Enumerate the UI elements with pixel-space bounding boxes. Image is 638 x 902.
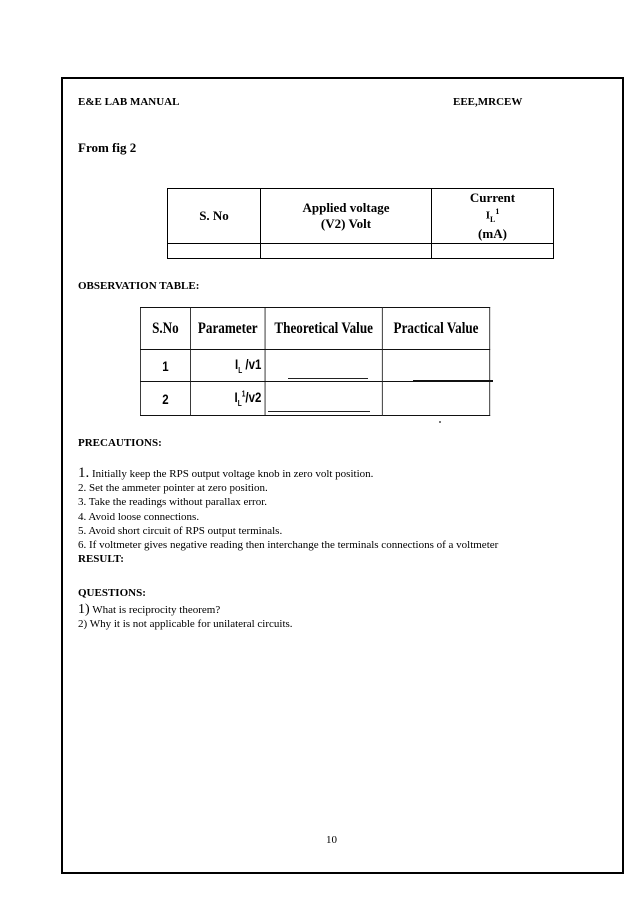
result-heading: RESULT: (78, 553, 124, 566)
precautions-heading: PRECAUTIONS: (78, 437, 162, 449)
obs-header-practical: Practical Value (382, 308, 489, 350)
param-tail: /v2 (245, 389, 262, 406)
obs-header-sno: S.No (140, 308, 190, 350)
page-number: 10 (326, 834, 337, 846)
param-main: I (235, 356, 239, 373)
voltage-header-line1: Applied voltage (302, 199, 390, 215)
obs-header-parameter: Parameter (190, 308, 265, 350)
current-symbol-sup: 1 (495, 206, 500, 216)
current-symbol-sub: L (489, 214, 496, 224)
observation-table (140, 307, 490, 416)
col-voltage-header (261, 189, 432, 244)
col-current-header (432, 189, 554, 244)
questions-heading: QUESTIONS: (78, 587, 146, 599)
precautions-list (78, 466, 498, 566)
obs-row1-practical (382, 350, 489, 382)
obs-row2-sno: 2 (140, 382, 190, 416)
col-sno-header: S. No (168, 189, 261, 244)
scan-dot (439, 421, 441, 423)
scan-line (413, 380, 493, 382)
scan-line (268, 411, 370, 412)
obs-row2-practical (382, 382, 489, 416)
precaution-item (78, 466, 498, 481)
param-sup: 1 (241, 389, 246, 399)
empty-cell (168, 243, 261, 258)
item-text: Initially keep the RPS output voltage knob in zero volt position. (89, 468, 374, 480)
obs-header-theoretical: Theoretical Value (265, 308, 382, 350)
precaution-item: 2. Set the ammeter pointer at zero position. (78, 482, 268, 495)
current-symbol (432, 207, 553, 226)
obs-row1-sno: 1 (140, 350, 190, 382)
current-header-line1: Current (469, 190, 516, 205)
header-left: E&E LAB MANUAL (78, 96, 180, 108)
readings-table (167, 188, 554, 259)
fig-heading: From fig 2 (78, 140, 137, 155)
observation-table-image (140, 307, 490, 415)
param-main: I (234, 389, 238, 406)
param-tail: /v1 (242, 356, 262, 373)
item-number: 1. (78, 465, 90, 481)
precaution-item: 5. Avoid short circuit of RPS output terminals. (78, 524, 283, 537)
param-sub: L (238, 365, 243, 375)
observation-heading: OBSERVATION TABLE: (78, 280, 200, 292)
precaution-item: 3. Take the readings without parallax error. (78, 496, 268, 509)
voltage-header-line2: (V2) Volt (320, 215, 372, 231)
question-number: 1) (78, 602, 90, 617)
param-sub: L (237, 398, 242, 408)
empty-cell (261, 243, 432, 258)
questions-list (78, 602, 293, 632)
question-item: 2) Why it is not applicable for unilateral circuits. (78, 618, 293, 630)
precaution-item: 6. If voltmeter gives negative reading then interchange the terminals connections of a voltmeter (78, 539, 499, 552)
precaution-item: 4. Avoid loose connections. (78, 510, 200, 523)
current-header-unit: (mA) (478, 226, 507, 242)
obs-row1-param (190, 350, 265, 382)
current-symbol-main: I (485, 209, 490, 222)
scan-line (288, 378, 368, 379)
empty-cell (432, 243, 554, 258)
obs-row1-theoretical (265, 350, 382, 382)
header-right: EEE,MRCEW (453, 96, 523, 108)
obs-row2-param (190, 382, 265, 416)
question-text: What is reciprocity theorem? (89, 604, 221, 616)
